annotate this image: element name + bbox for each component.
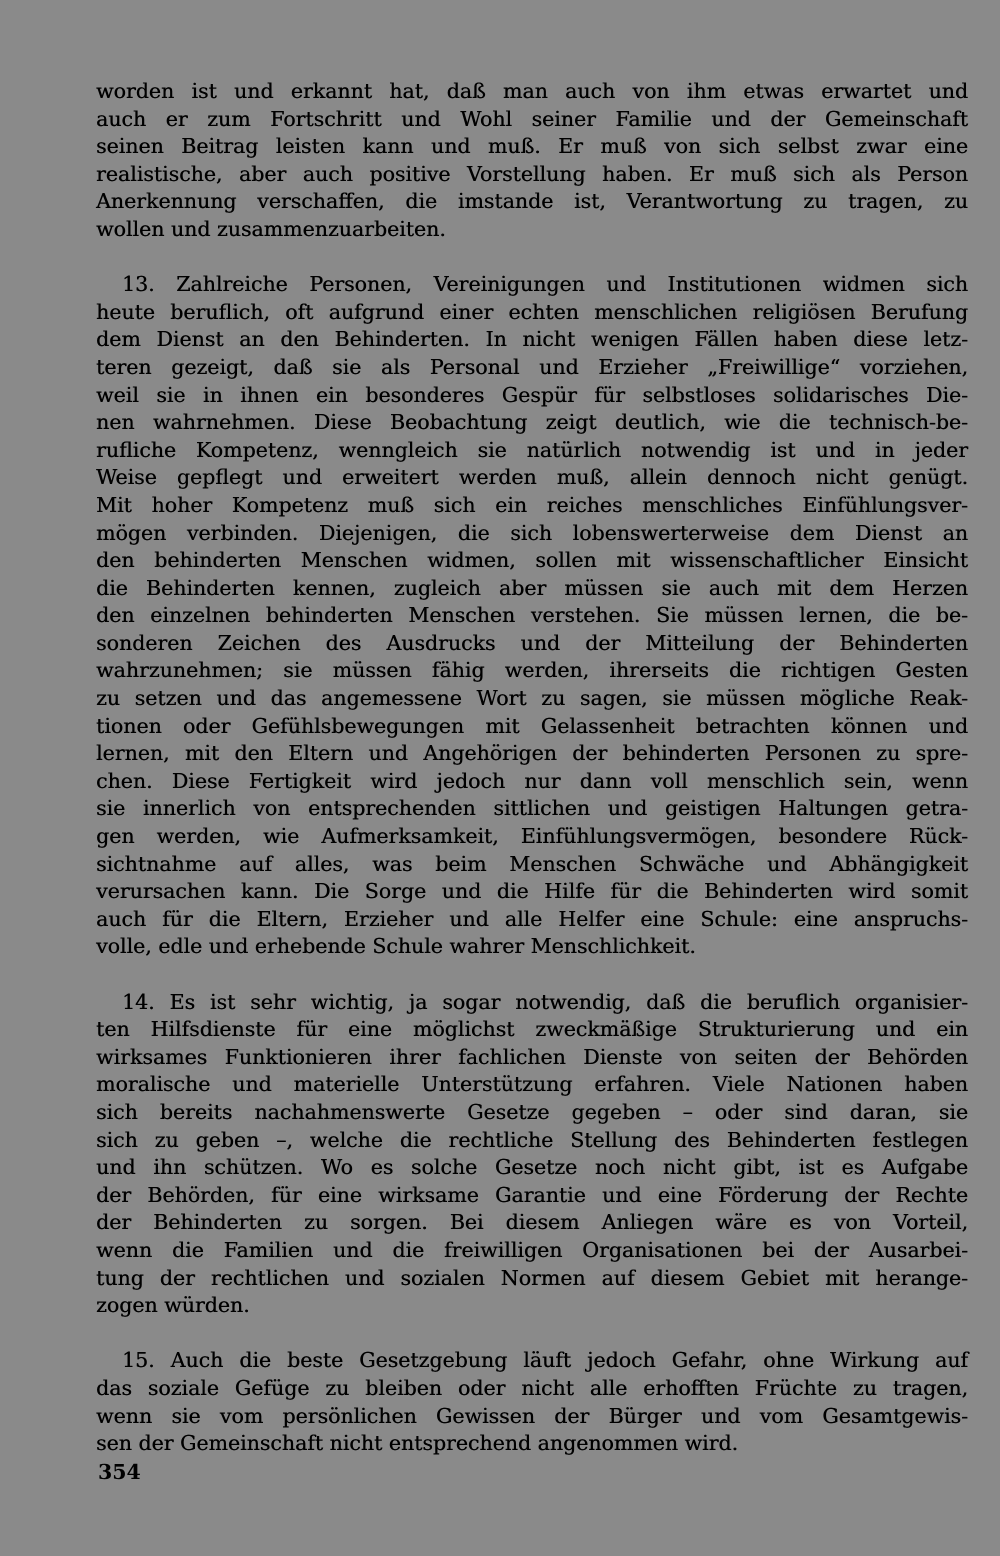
text-line: wenn die Familien und die freiwilligen Organisationen bei der Ausarbei- <box>96 1237 968 1262</box>
text-line: sich bereits nachahmenswerte Gesetze gegeben – oder sind daran, sie <box>96 1099 968 1124</box>
paragraph-gap <box>96 1320 968 1348</box>
text-line: das soziale Gefüge zu bleiben oder nicht alle erhofften Früchte zu tragen, <box>96 1375 968 1400</box>
text-line: die Behinderten kennen, zugleich aber müssen sie auch mit dem Herzen <box>96 575 968 600</box>
paragraph-14 <box>96 989 968 1320</box>
text-line: sichtnahme auf alles, was beim Menschen Schwäche und Abhängigkeit <box>96 851 968 876</box>
text-line: chen. Diese Fertigkeit wird jedoch nur dann voll menschlich sein, wenn <box>96 768 968 793</box>
text-line: nen wahrnehmen. Diese Beobachtung zeigt deutlich, wie die technisch-be- <box>96 410 968 435</box>
text-line: auch er zum Fortschritt und Wohl seiner Familie und der Gemeinschaft <box>96 106 968 131</box>
text-line: seinen Beitrag leisten kann und muß. Er muß von sich selbst zwar eine <box>96 134 968 159</box>
text-line: wenn sie vom persönlichen Gewissen der Bürger und vom Gesamtgewis- <box>96 1403 968 1428</box>
text-line: wirksames Funktionieren ihrer fachlichen Dienste von seiten der Behörden <box>96 1044 968 1069</box>
text-line: volle, edle und erhebende Schule wahrer Menschlichkeit. <box>96 934 696 959</box>
text-line: tung der rechtlichen und sozialen Normen auf diesem Gebiet mit herange- <box>96 1265 968 1290</box>
text-line: dem Dienst an den Behinderten. In nicht wenigen Fällen haben diese letz- <box>96 327 968 352</box>
text-line: wollen und zusammenzuarbeiten. <box>96 216 446 241</box>
text-line: tionen oder Gefühlsbewegungen mit Gelassenheit betrachten können und <box>96 713 968 738</box>
text-line: mögen verbinden. Diejenigen, die sich lobenswerterweise dem Dienst an <box>96 520 968 545</box>
paragraph-continuation <box>96 78 968 244</box>
text-line: weil sie in ihnen ein besonderes Gespür für selbstloses solidarisches Die- <box>96 382 968 407</box>
text-line: heute beruflich, oft aufgrund einer echten menschlichen religiösen Berufung <box>96 299 968 324</box>
text-line: sie innerlich von entsprechenden sittlichen und geistigen Haltungen getra- <box>96 796 968 821</box>
text-line: verursachen kann. Die Sorge und die Hilfe für die Behinderten wird somit <box>96 879 968 904</box>
text-line: worden ist und erkannt hat, daß man auch von ihm etwas erwartet und <box>96 79 968 103</box>
text-line: sen der Gemeinschaft nicht entsprechend angenommen wird. <box>96 1431 739 1456</box>
document-page <box>96 78 968 1458</box>
text-line: und ihn schützen. Wo es solche Gesetze noch nicht gibt, ist es Aufgabe <box>96 1155 968 1180</box>
text-line: auch für die Eltern, Erzieher und alle Helfer eine Schule: eine anspruchs- <box>96 906 968 931</box>
text-line: 14. Es ist sehr wichtig, ja sogar notwendig, daß die beruflich organisier- <box>122 989 968 1014</box>
text-line: teren gezeigt, daß sie als Personal und Erzieher „Freiwillige“ vorziehen, <box>96 354 968 379</box>
page-number: 354 <box>98 1460 141 1484</box>
text-line: der Behörden, für eine wirksame Garantie und eine Förderung der Rechte <box>96 1182 968 1207</box>
text-line: zu setzen und das angemessene Wort zu sagen, sie müssen mögliche Reak- <box>96 686 968 711</box>
text-line: 13. Zahlreiche Personen, Vereinigungen und Institutionen widmen sich <box>122 272 968 297</box>
paragraph-15 <box>96 1347 968 1457</box>
text-line: Anerkennung verschaffen, die imstande ist, Verantwortung zu tragen, zu <box>96 189 968 214</box>
text-line: sich zu geben –, welche die rechtliche Stellung des Behinderten festlegen <box>96 1127 968 1152</box>
text-line: den behinderten Menschen widmen, sollen mit wissenschaftlicher Einsicht <box>96 548 968 573</box>
text-line: rufliche Kompetenz, wenngleich sie natürlich notwendig ist und in jeder <box>96 437 968 462</box>
text-line: Weise gepflegt und erweitert werden muß, allein dennoch nicht genügt. <box>96 465 968 490</box>
paragraph-13 <box>96 271 968 961</box>
text-line: gen werden, wie Aufmerksamkeit, Einfühlungsvermögen, besondere Rück- <box>96 824 968 849</box>
paragraph-gap <box>96 961 968 989</box>
text-line: Mit hoher Kompetenz muß sich ein reiches menschliches Einfühlungsver- <box>96 492 968 517</box>
text-line: realistische, aber auch positive Vorstellung haben. Er muß sich als Person <box>96 161 968 186</box>
paragraph-gap <box>96 244 968 272</box>
text-line: ten Hilfsdienste für eine möglichst zweckmäßige Strukturierung und ein <box>96 1017 968 1042</box>
text-line: der Behinderten zu sorgen. Bei diesem Anliegen wäre es von Vorteil, <box>96 1210 968 1235</box>
text-line: den einzelnen behinderten Menschen verstehen. Sie müssen lernen, die be- <box>96 603 968 628</box>
text-line: 15. Auch die beste Gesetzgebung läuft jedoch Gefahr, ohne Wirkung auf <box>122 1348 968 1373</box>
text-line: sonderen Zeichen des Ausdrucks und der Mitteilung der Behinderten <box>96 630 968 655</box>
text-line: wahrzunehmen; sie müssen fähig werden, ihrerseits die richtigen Gesten <box>96 658 968 683</box>
text-line: moralische und materielle Unterstützung erfahren. Viele Nationen haben <box>96 1072 968 1097</box>
text-line: lernen, mit den Eltern und Angehörigen der behinderten Personen zu spre- <box>96 741 968 766</box>
text-line: zogen würden. <box>96 1293 250 1318</box>
